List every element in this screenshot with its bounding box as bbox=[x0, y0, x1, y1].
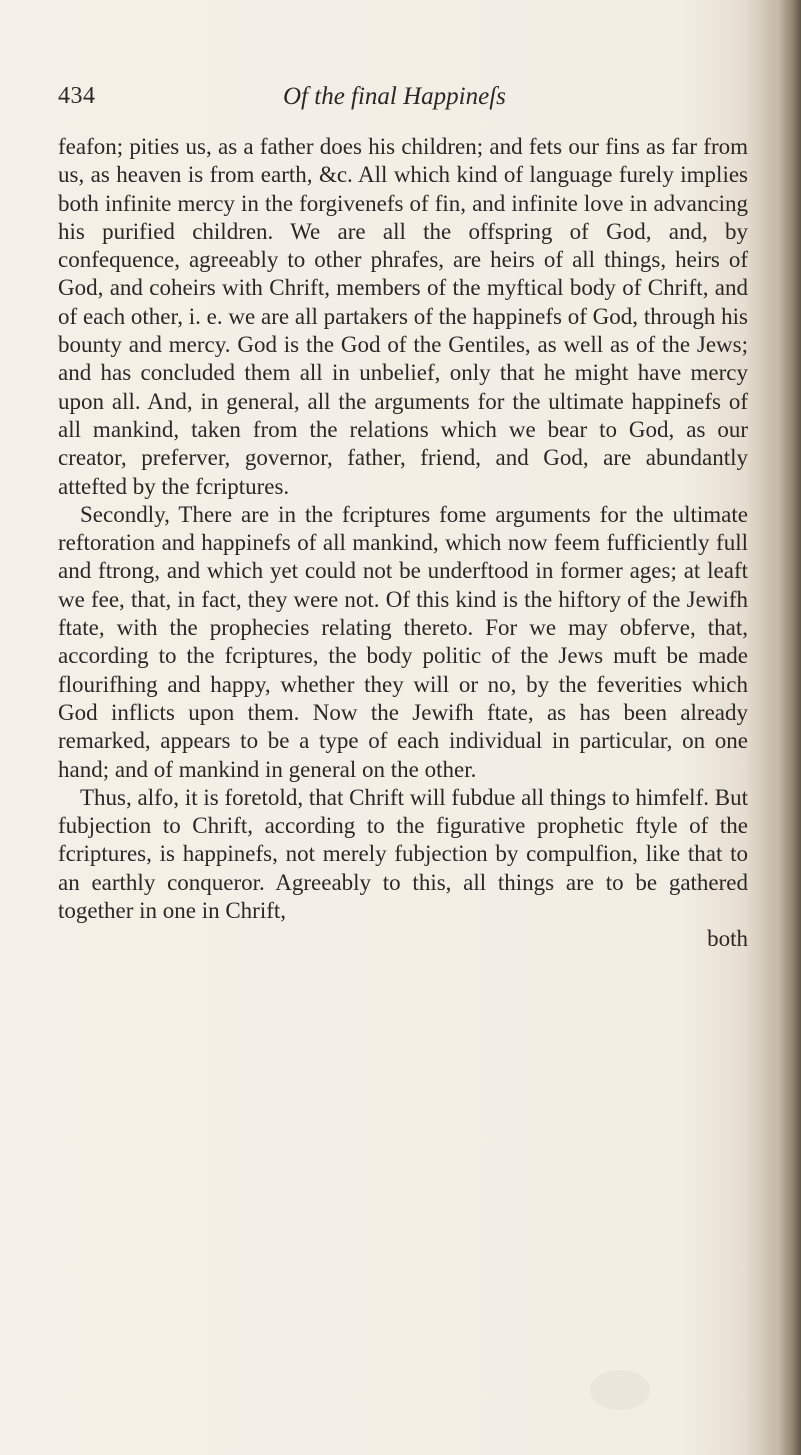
page-binding-edge bbox=[761, 0, 801, 1455]
body-text bbox=[58, 133, 748, 954]
page-number: 434 bbox=[58, 83, 96, 109]
running-title: Of the final Happineſs bbox=[283, 83, 506, 110]
paper-stain bbox=[590, 1370, 650, 1410]
page-header bbox=[58, 83, 748, 123]
paragraph-2: Secondly, There are in the fcriptures fome arguments for the ultimate reftoration and happinefs of all mankind, which now feem fufficiently full and ftrong, and which yet could not be underftood in former ages; at leaft we fee, that, in fact, they were not. Of this kind is the hiftory of the Jewifh ftate, with the prophecies relating thereto. For we may obferve, that, according to the fcriptures, the body politic of the Jews muft be made flourifhing and happy, whether they will or no, by the feverities which God inflicts upon them. Now the Jewifh ftate, as has been already remarked, appears to be a type of each individual in particular, on one hand; and of mankind in general on the other. bbox=[58, 501, 748, 782]
paragraph-1: feafon; pities us, as a father does his children; and fets our fins as far from us, as heaven is from earth, &c. All which kind of language furely implies both infinite mercy in the forgivenefs of fin, and infinite love in advancing his purified children. We are all the offspring of God, and, by confequence, agreeably to other phrafes, are heirs of all things, heirs of God, and coheirs with Chrift, members of the myftical body of Chrift, and of each other, i. e. we are all partakers of the happinefs of God, through his bounty and mercy. God is the God of the Gentiles, as well as of the Jews; and has concluded them all in unbelief, only that he might have mercy upon all. And, in general, all the arguments for the ultimate happinefs of all mankind, taken from the relations which we bear to God, as our creator, preferver, governor, father, friend, and God, are abundantly attefted by the fcriptures. bbox=[58, 134, 748, 499]
paragraph-3: Thus, alfo, it is foretold, that Chrift will fubdue all things to himfelf. But fubjection to Chrift, according to the figurative prophetic ftyle of the fcriptures, is happinefs, not merely fubjection by compulfion, like that to an earthly conqueror. Agreeably to this, all things are to be gathered together in one in Chrift, bbox=[58, 784, 748, 924]
catchword: both bbox=[707, 926, 748, 952]
